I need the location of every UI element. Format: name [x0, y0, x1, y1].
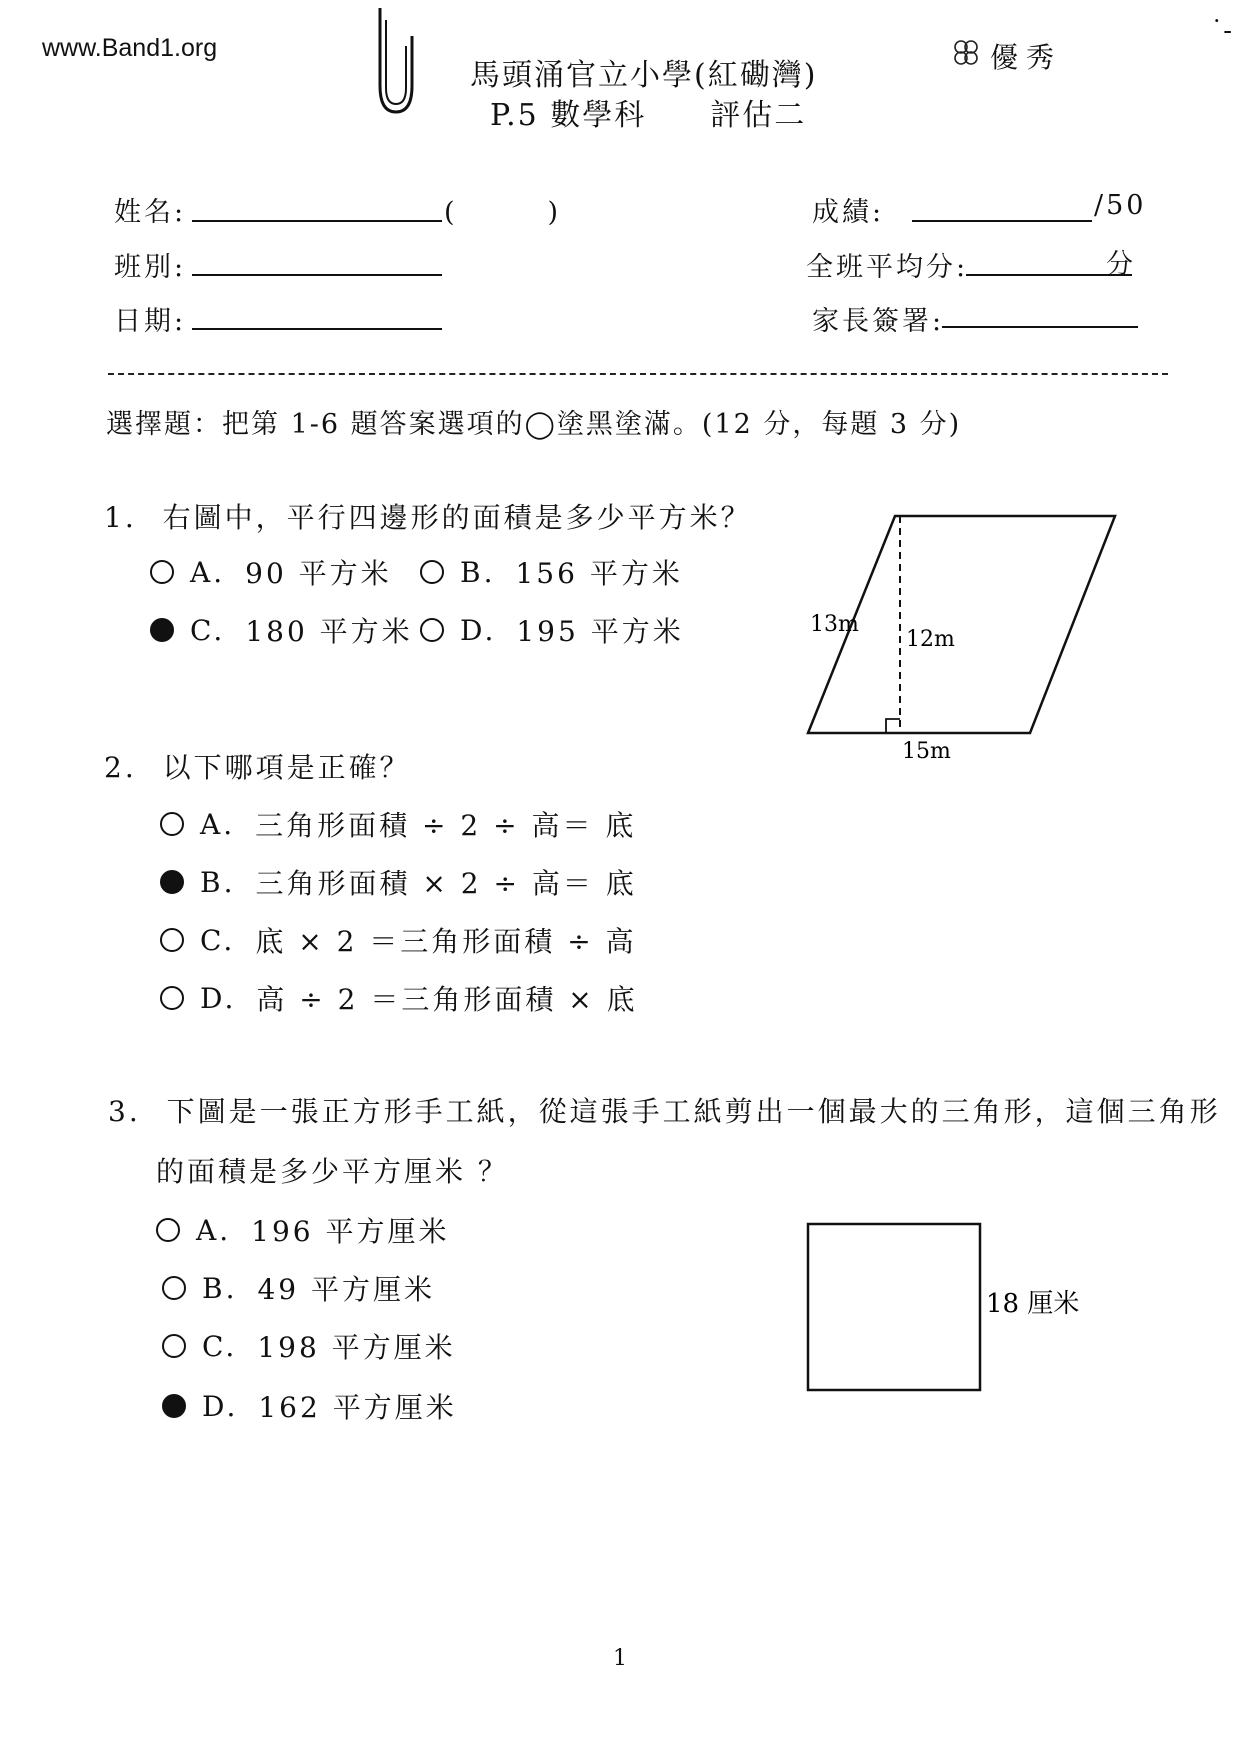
q3-option-b[interactable] — [162, 1268, 435, 1308]
answer-bubble[interactable] — [162, 1276, 186, 1300]
question-text-line-2: 的面積是多少平方厘米 ？ — [156, 1155, 509, 1188]
question-3 — [108, 1090, 1221, 1130]
option-letter: C. — [202, 1329, 238, 1363]
question-number: 3. — [108, 1095, 141, 1128]
right-angle-mark — [886, 719, 900, 733]
score-total: /50 — [1094, 190, 1147, 221]
answer-bubble[interactable] — [160, 812, 184, 836]
option-text: 162 平方厘米 — [258, 1391, 457, 1424]
answer-bubble[interactable] — [150, 560, 174, 584]
square-side-label: 18 厘米 — [986, 1289, 1080, 1319]
option-text: 180 平方米 — [245, 615, 413, 648]
option-letter: C. — [190, 613, 226, 647]
option-letter: A. — [200, 807, 236, 841]
option-letter: D. — [200, 981, 237, 1015]
option-text: 195 平方米 — [516, 615, 684, 648]
q1-option-c[interactable] — [150, 610, 413, 650]
question-2 — [104, 746, 411, 786]
class-number-paren: ( ) — [444, 197, 562, 228]
answer-bubble-filled[interactable] — [160, 870, 184, 894]
square-figure — [800, 1210, 1100, 1400]
instructions: 選擇題：把第 1-6 題答案選項的◯塗黑塗滿。(12 分，每題 3 分) — [106, 409, 962, 440]
option-text: 底 × 2 ＝三角形面積 ÷ 高 — [255, 925, 637, 958]
paper-clip-icon — [372, 6, 422, 118]
score-label: 成績: — [812, 197, 885, 228]
q2-option-b[interactable] — [160, 862, 637, 902]
option-letter: D. — [202, 1389, 239, 1423]
option-text: 三角形面積 × 2 ÷ 高＝ 底 — [255, 867, 637, 900]
question-text-line-1: 下圖是一張正方形手工紙，從這張手工紙剪出一個最大的三角形，這個三角形 — [166, 1095, 1221, 1128]
class-line[interactable] — [192, 274, 442, 276]
question-number: 2. — [104, 751, 137, 784]
parent-signature-label: 家長簽署: — [812, 306, 945, 337]
q3-option-a[interactable] — [156, 1210, 449, 1250]
option-text: 49 平方厘米 — [257, 1273, 436, 1306]
school-name: 馬頭涌官立小學(紅磡灣) — [470, 58, 818, 93]
square-shape — [808, 1224, 980, 1390]
class-label: 班別: — [114, 252, 187, 283]
option-text: 高 ÷ 2 ＝三角形面積 × 底 — [256, 983, 638, 1016]
corner-mark: ˙- — [1210, 16, 1232, 46]
name-line[interactable] — [192, 220, 442, 222]
option-letter: A. — [190, 555, 226, 589]
answer-bubble[interactable] — [420, 560, 444, 584]
watermark-url: www.Band1.org — [42, 34, 218, 62]
option-letter: B. — [202, 1271, 238, 1305]
answer-bubble-filled[interactable] — [150, 618, 174, 642]
option-letter: C. — [200, 923, 236, 957]
q3-option-c[interactable] — [162, 1326, 456, 1366]
parent-signature-line[interactable] — [942, 326, 1138, 328]
average-unit: 分 — [1106, 249, 1136, 280]
answer-bubble[interactable] — [162, 1334, 186, 1358]
page-number: 1 — [613, 1646, 627, 1671]
question-number: 1. — [104, 501, 137, 534]
question-text: 右圖中，平行四邊形的面積是多少平方米？ — [162, 501, 752, 534]
option-letter: B. — [460, 555, 496, 589]
option-letter: B. — [200, 865, 236, 899]
base-label: 15m — [902, 739, 951, 764]
answer-bubble[interactable] — [156, 1218, 180, 1242]
subject-title: P.5 數學科 評估二 — [490, 98, 807, 133]
answer-bubble-filled[interactable] — [162, 1394, 186, 1418]
q2-option-a[interactable] — [160, 804, 636, 844]
option-text: 156 平方米 — [515, 557, 683, 590]
flower-stamp-icon — [952, 38, 980, 68]
dashed-divider — [108, 373, 1168, 375]
score-line[interactable] — [912, 220, 1092, 222]
side-label: 13m — [810, 612, 859, 637]
option-letter: D. — [460, 613, 497, 647]
answer-bubble[interactable] — [160, 928, 184, 952]
q2-option-c[interactable] — [160, 920, 637, 960]
option-text: 198 平方厘米 — [257, 1331, 456, 1364]
answer-bubble[interactable] — [420, 618, 444, 642]
parallelogram-figure — [790, 500, 1130, 770]
height-label: 12m — [906, 627, 955, 652]
date-label: 日期: — [114, 306, 187, 337]
name-label: 姓名: — [114, 197, 187, 228]
question-1 — [104, 496, 752, 536]
grade-mark: 優秀 — [990, 41, 1063, 74]
q1-option-d[interactable] — [420, 610, 684, 650]
q1-option-a[interactable] — [150, 552, 392, 592]
answer-bubble[interactable] — [160, 986, 184, 1010]
q1-option-b[interactable] — [420, 552, 683, 592]
question-text: 以下哪項是正確？ — [162, 751, 411, 784]
option-text: 90 平方米 — [245, 557, 392, 590]
date-line[interactable] — [192, 328, 442, 330]
option-text: 196 平方厘米 — [251, 1215, 450, 1248]
average-label: 全班平均分: — [806, 252, 969, 283]
q3-option-d[interactable] — [162, 1386, 457, 1426]
option-letter: A. — [196, 1213, 232, 1247]
q2-option-d[interactable] — [160, 978, 638, 1018]
option-text: 三角形面積 ÷ 2 ÷ 高＝ 底 — [255, 809, 637, 842]
